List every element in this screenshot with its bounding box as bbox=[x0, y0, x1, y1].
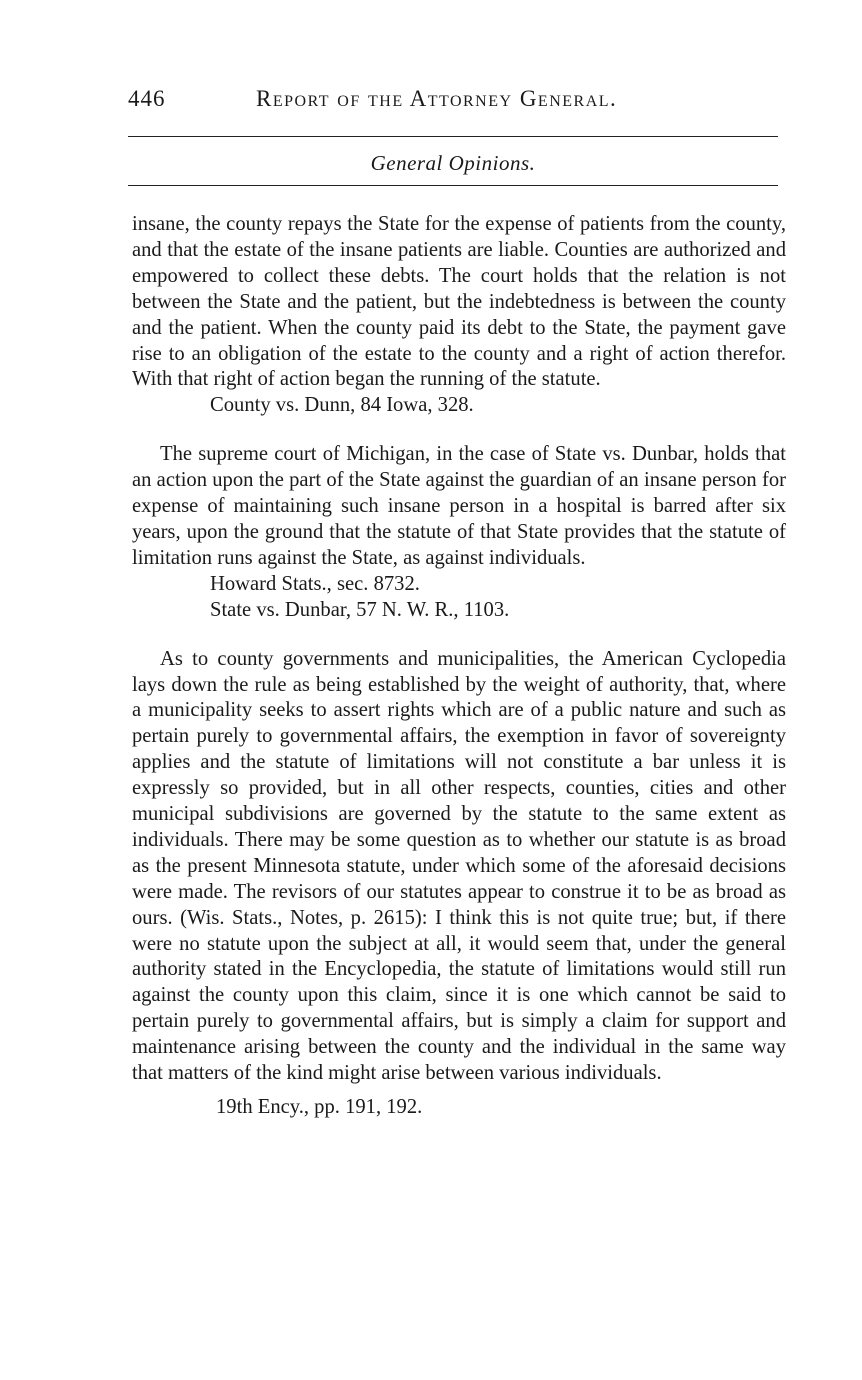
body-text bbox=[132, 212, 786, 1121]
citation-county-vs-dunn: County vs. Dunn, 84 Iowa, 328. bbox=[210, 394, 474, 417]
page-number: 446 bbox=[128, 86, 166, 111]
citation-encyclopedia: 19th Ency., pp. 191, 192. bbox=[216, 1096, 423, 1118]
paragraph-michigan: The supreme court of Michigan, in the case of State vs. Dunbar, holds that an action upon the part of the State against the guardian of an insane person for expense of maintaining such insane person in a hospital is barred after six years, upon the ground that the statute of that State provides that the statute of limitation runs against the State, as against individuals. bbox=[132, 443, 786, 569]
header-rule-top bbox=[128, 136, 778, 137]
paragraph-municipalities: As to county governments and municipalities, the American Cyclopedia lays down the rule as being established by the weight of authority, that, where a municipality seeks to assert rights which are of a public nature and such as pertain purely to governmental affairs, the exemption in favor of sovereignty applies and the statute of limitations will not constitute a bar unless it is expressly so provided, but in all other respects, counties, cities and other municipal subdivisions are governed by the statute to the same extent as individuals. There may be some question as to whether our statute is as broad as the present Minnesota statute, under which some of the aforesaid decisions were made. The revisors of our statutes appear to construe it to be as broad as ours. (Wis. Stats., Notes, p. 2615): I think this is not quite true; but, if there were no statute upon the subject at all, it would seem that, under the general authority stated in the Encyclopedia, the statute of limitations would still run against the county upon this claim, since it is one which cannot be said to pertain purely to governmental affairs, but is simply a claim for support and maintenance arising between the county and the individual in the same way that matters of the kind might arise between various individuals. bbox=[132, 647, 786, 1085]
paragraph-continuation: insane, the county repays the State for the expense of patients from the county, and that the estate of the insane patients are liable. Counties are authorized and empowered to collect these debts. The court holds that the relation is not between the State and the patient, but the indebtedness is between the county and the patient. When the county paid its debt to the State, the payment gave rise to an obligation of the estate to the county and a right of action therefor. With that right of action began the running of the statute. bbox=[132, 213, 786, 391]
running-header bbox=[128, 86, 778, 116]
citation-howard-stats: Howard Stats., sec. 8732. bbox=[210, 572, 420, 595]
section-heading: General Opinions. bbox=[370, 151, 536, 175]
paragraph-spacer bbox=[132, 419, 786, 442]
running-title: Report of the Attorney General. bbox=[256, 86, 618, 111]
citation-state-vs-dunbar: State vs. Dunbar, 57 N. W. R., 1103. bbox=[210, 598, 510, 621]
header-rule-bottom bbox=[128, 185, 778, 186]
paragraph-spacer bbox=[132, 624, 786, 647]
